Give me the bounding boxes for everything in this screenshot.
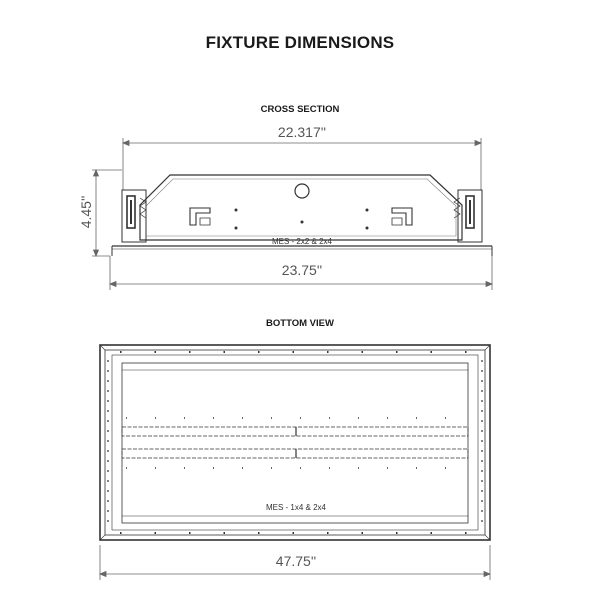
page-title: FIXTURE DIMENSIONS xyxy=(205,33,395,52)
bottom-view-width-label: 47.75'' xyxy=(275,553,317,569)
bottom-view-model-label: MES - 1x4 & 2x4 xyxy=(265,503,327,512)
bottom-view-label: BOTTOM VIEW xyxy=(266,318,334,329)
height-dimension xyxy=(92,170,122,256)
bottom-width-label: 23.75'' xyxy=(281,262,323,278)
height-label: 4.45'' xyxy=(78,195,94,229)
cross-section-model-label: MES - 2x2 & 2x4 xyxy=(271,237,333,246)
top-width-dimension xyxy=(123,138,481,190)
top-width-label: 22.317'' xyxy=(277,124,327,140)
cross-section-label: CROSS SECTION xyxy=(260,104,340,115)
